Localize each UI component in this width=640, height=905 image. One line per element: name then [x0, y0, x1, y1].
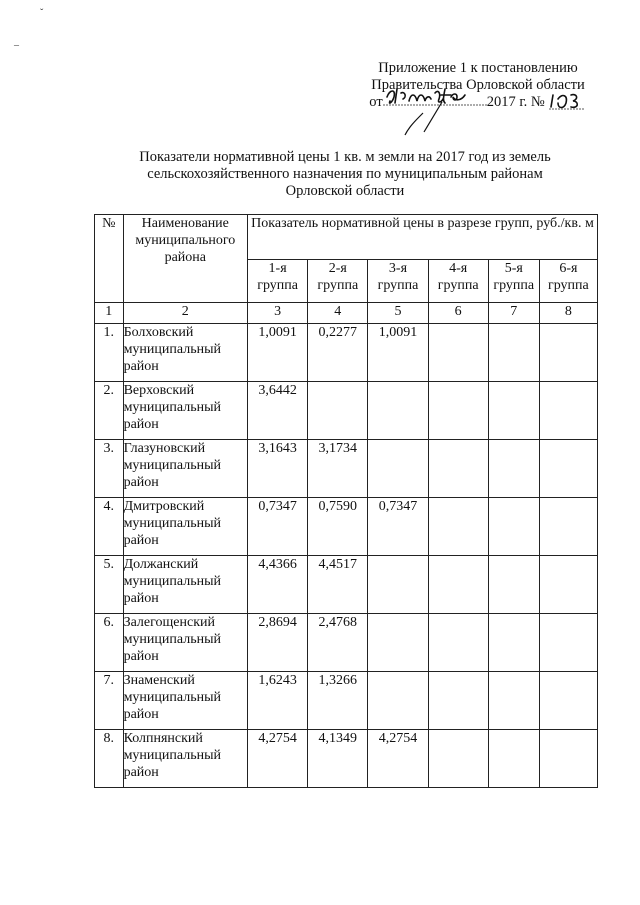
table-row — [95, 440, 598, 498]
header-group-5: 5-я группа — [488, 260, 539, 303]
group-4-value — [428, 440, 488, 498]
group-3-value: 4,2754 — [368, 730, 428, 788]
column-index: 6 — [428, 303, 488, 324]
appendix-year: 2017 г. № — [486, 94, 545, 110]
row-number: 7. — [95, 672, 124, 730]
table-row — [95, 382, 598, 440]
district-name: Знаменский муниципальный район — [123, 672, 247, 730]
scan-speck: – — [14, 40, 19, 51]
row-number: 8. — [95, 730, 124, 788]
group-3-value: 0,7347 — [368, 498, 428, 556]
header-group-3: 3-я группа — [368, 260, 428, 303]
row-number: 2. — [95, 382, 124, 440]
group-3-value — [368, 672, 428, 730]
column-index: 2 — [123, 303, 247, 324]
header-price-indicator: Показатель нормативной цены в разрезе групп, руб./кв. м — [248, 215, 598, 260]
district-name: Глазуновский муниципальный район — [123, 440, 247, 498]
document-title — [110, 149, 580, 200]
group-3-value — [368, 382, 428, 440]
group-6-value — [539, 614, 597, 672]
table-row — [95, 498, 598, 556]
appendix-line-2: Правительства Орловской области — [371, 77, 585, 93]
group-5-value — [488, 730, 539, 788]
district-name: Должанский муниципальный район — [123, 556, 247, 614]
header-group-4: 4-я группа — [428, 260, 488, 303]
column-index: 3 — [248, 303, 308, 324]
group-4-value — [428, 498, 488, 556]
appendix-block — [358, 60, 598, 111]
district-name: Дмитровский муниципальный район — [123, 498, 247, 556]
row-number: 3. — [95, 440, 124, 498]
group-3-value: 1,0091 — [368, 324, 428, 382]
group-1-value: 3,6442 — [248, 382, 308, 440]
group-1-value: 4,4366 — [248, 556, 308, 614]
title-line-3: Орловской области — [285, 183, 405, 199]
group-1-value: 1,0091 — [248, 324, 308, 382]
group-4-value — [428, 324, 488, 382]
row-number: 4. — [95, 498, 124, 556]
group-6-value — [539, 382, 597, 440]
table-row — [95, 556, 598, 614]
group-4-value — [428, 556, 488, 614]
group-2-value: 0,7590 — [308, 498, 368, 556]
group-2-value: 3,1734 — [308, 440, 368, 498]
group-2-value: 2,4768 — [308, 614, 368, 672]
group-5-value — [488, 614, 539, 672]
appendix-from: от — [369, 94, 383, 110]
table-row — [95, 324, 598, 382]
group-1-value: 3,1643 — [248, 440, 308, 498]
group-3-value — [368, 440, 428, 498]
group-6-value — [539, 440, 597, 498]
group-2-value: 1,3266 — [308, 672, 368, 730]
table-row — [95, 672, 598, 730]
group-1-value: 2,8694 — [248, 614, 308, 672]
column-index-row — [95, 303, 598, 324]
column-index: 7 — [488, 303, 539, 324]
group-2-value: 4,1349 — [308, 730, 368, 788]
group-6-value — [539, 556, 597, 614]
row-number: 1. — [95, 324, 124, 382]
group-5-value — [488, 440, 539, 498]
title-line-2: сельскохозяйственного назначения по муниципальным районам — [147, 166, 543, 182]
group-4-value — [428, 672, 488, 730]
appendix-line-1: Приложение 1 к постановлению — [378, 60, 578, 76]
scan-speck: ˇ — [40, 8, 44, 19]
column-index: 5 — [368, 303, 428, 324]
table-row — [95, 730, 598, 788]
table-row — [95, 614, 598, 672]
pen-stroke-mark — [420, 100, 450, 134]
header-group-1: 1-я группа — [248, 260, 308, 303]
group-6-value — [539, 498, 597, 556]
group-2-value: 4,4517 — [308, 556, 368, 614]
header-number: № — [95, 215, 124, 303]
group-1-value: 1,6243 — [248, 672, 308, 730]
group-3-value — [368, 556, 428, 614]
group-5-value — [488, 324, 539, 382]
group-5-value — [488, 382, 539, 440]
group-2-value: 0,2277 — [308, 324, 368, 382]
column-index: 4 — [308, 303, 368, 324]
column-index: 1 — [95, 303, 124, 324]
group-6-value — [539, 730, 597, 788]
handwritten-number-signature — [549, 89, 587, 113]
header-district-name: Наименование муниципального района — [123, 215, 247, 303]
group-5-value — [488, 498, 539, 556]
header-group-2: 2-я группа — [308, 260, 368, 303]
group-4-value — [428, 730, 488, 788]
group-5-value — [488, 672, 539, 730]
group-1-value: 0,7347 — [248, 498, 308, 556]
row-number: 5. — [95, 556, 124, 614]
group-6-value — [539, 324, 597, 382]
district-name: Колпнянский муниципальный район — [123, 730, 247, 788]
group-5-value — [488, 556, 539, 614]
price-table — [94, 214, 598, 788]
group-2-value — [308, 382, 368, 440]
group-3-value — [368, 614, 428, 672]
district-name: Верховский муниципальный район — [123, 382, 247, 440]
title-line-1: Показатели нормативной цены 1 кв. м земли на 2017 год из земель — [139, 149, 551, 165]
district-name: Залегощенский муниципальный район — [123, 614, 247, 672]
group-4-value — [428, 382, 488, 440]
column-index: 8 — [539, 303, 597, 324]
handwritten-number — [549, 94, 587, 111]
group-4-value — [428, 614, 488, 672]
district-name: Болховский муниципальный район — [123, 324, 247, 382]
header-group-6: 6-я группа — [539, 260, 597, 303]
group-1-value: 4,2754 — [248, 730, 308, 788]
row-number: 6. — [95, 614, 124, 672]
appendix-line-3 — [358, 94, 598, 111]
group-6-value — [539, 672, 597, 730]
